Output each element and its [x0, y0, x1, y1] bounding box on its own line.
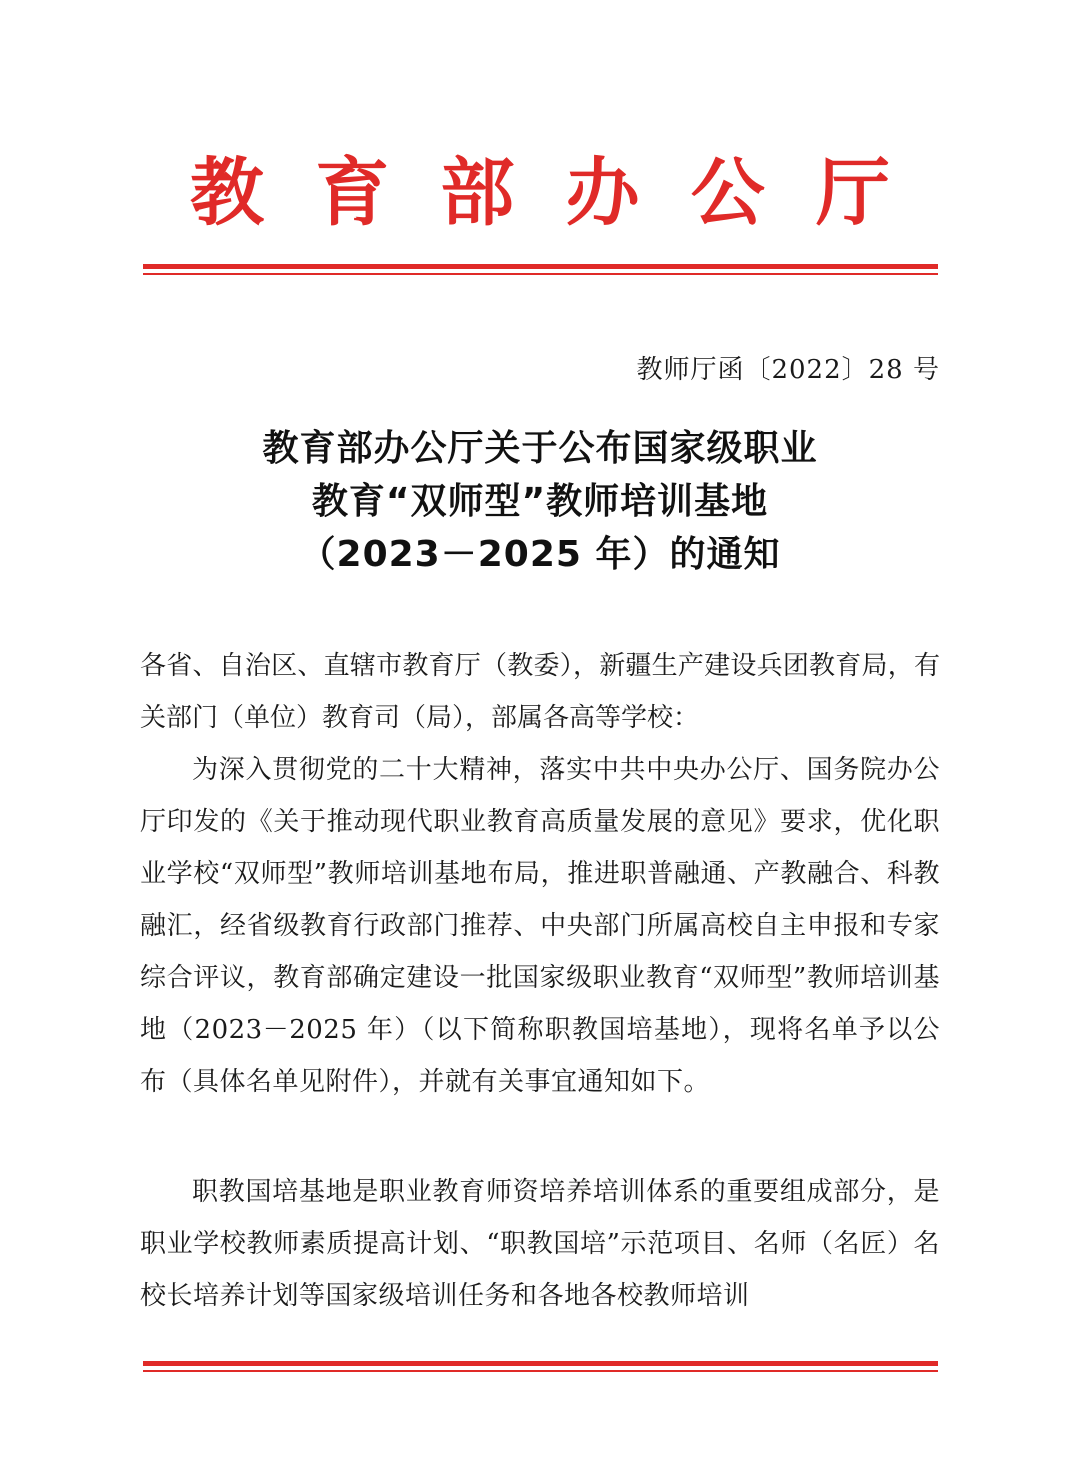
issuing-authority-header — [140, 148, 940, 238]
paragraph-text: 为深入贯彻党的二十大精神，落实中共中央办公厅、国务院办公厅印发的《关于推动现代职业教育高质量发展的意见》要求，优化职业学校“双师型”教师培训基地布局，推进职普融通、产教融合、科教融汇，经省级教育行政部门推荐、中央部门所属高校自主申报和专家综合评议，教育部确定建设一批国家级职业教育“双师型”教师培训基地（2023－2025 年）（以下简称职教国培基地），现将名单予以公布（具体名单见附件），并就有关事宜通知如下。 — [140, 755, 940, 1097]
document-title — [140, 422, 940, 581]
title-line: 教育“双师型”教师培训基地 — [311, 481, 769, 522]
title-line: 教育部办公厅关于公布国家级职业 — [262, 428, 818, 469]
body-paragraph-2 — [140, 1166, 940, 1322]
header-char: 育 — [315, 150, 390, 236]
header-char: 厅 — [815, 150, 890, 236]
header-char: 办 — [565, 150, 640, 236]
document-number: 教师厅函〔2022〕28 号 — [636, 355, 940, 385]
header-char: 部 — [440, 150, 515, 236]
salutation — [140, 640, 940, 744]
header-char: 教 — [190, 150, 264, 236]
paragraph-text: 职教国培基地是职业教育师资培养培训体系的重要组成部分，是职业学校教师素质提高计划、“职教国培”示范项目、名师（名匠）名校长培养计划等国家级培训任务和各地各校教师培训 — [140, 1177, 940, 1311]
title-line: （2023－2025 年）的通知 — [299, 534, 781, 575]
salutation-text: 各省、自治区、直辖市教育厅（教委），新疆生产建设兵团教育局，有关部门（单位）教育司（局），部属各高等学校： — [140, 651, 940, 733]
body-paragraph-1 — [140, 744, 940, 1108]
header-divider-thick — [143, 264, 938, 269]
header-char: 公 — [690, 150, 765, 236]
footer-divider-thick — [143, 1361, 938, 1366]
footer-divider-thin — [143, 1370, 938, 1372]
header-divider-thin — [143, 273, 938, 275]
